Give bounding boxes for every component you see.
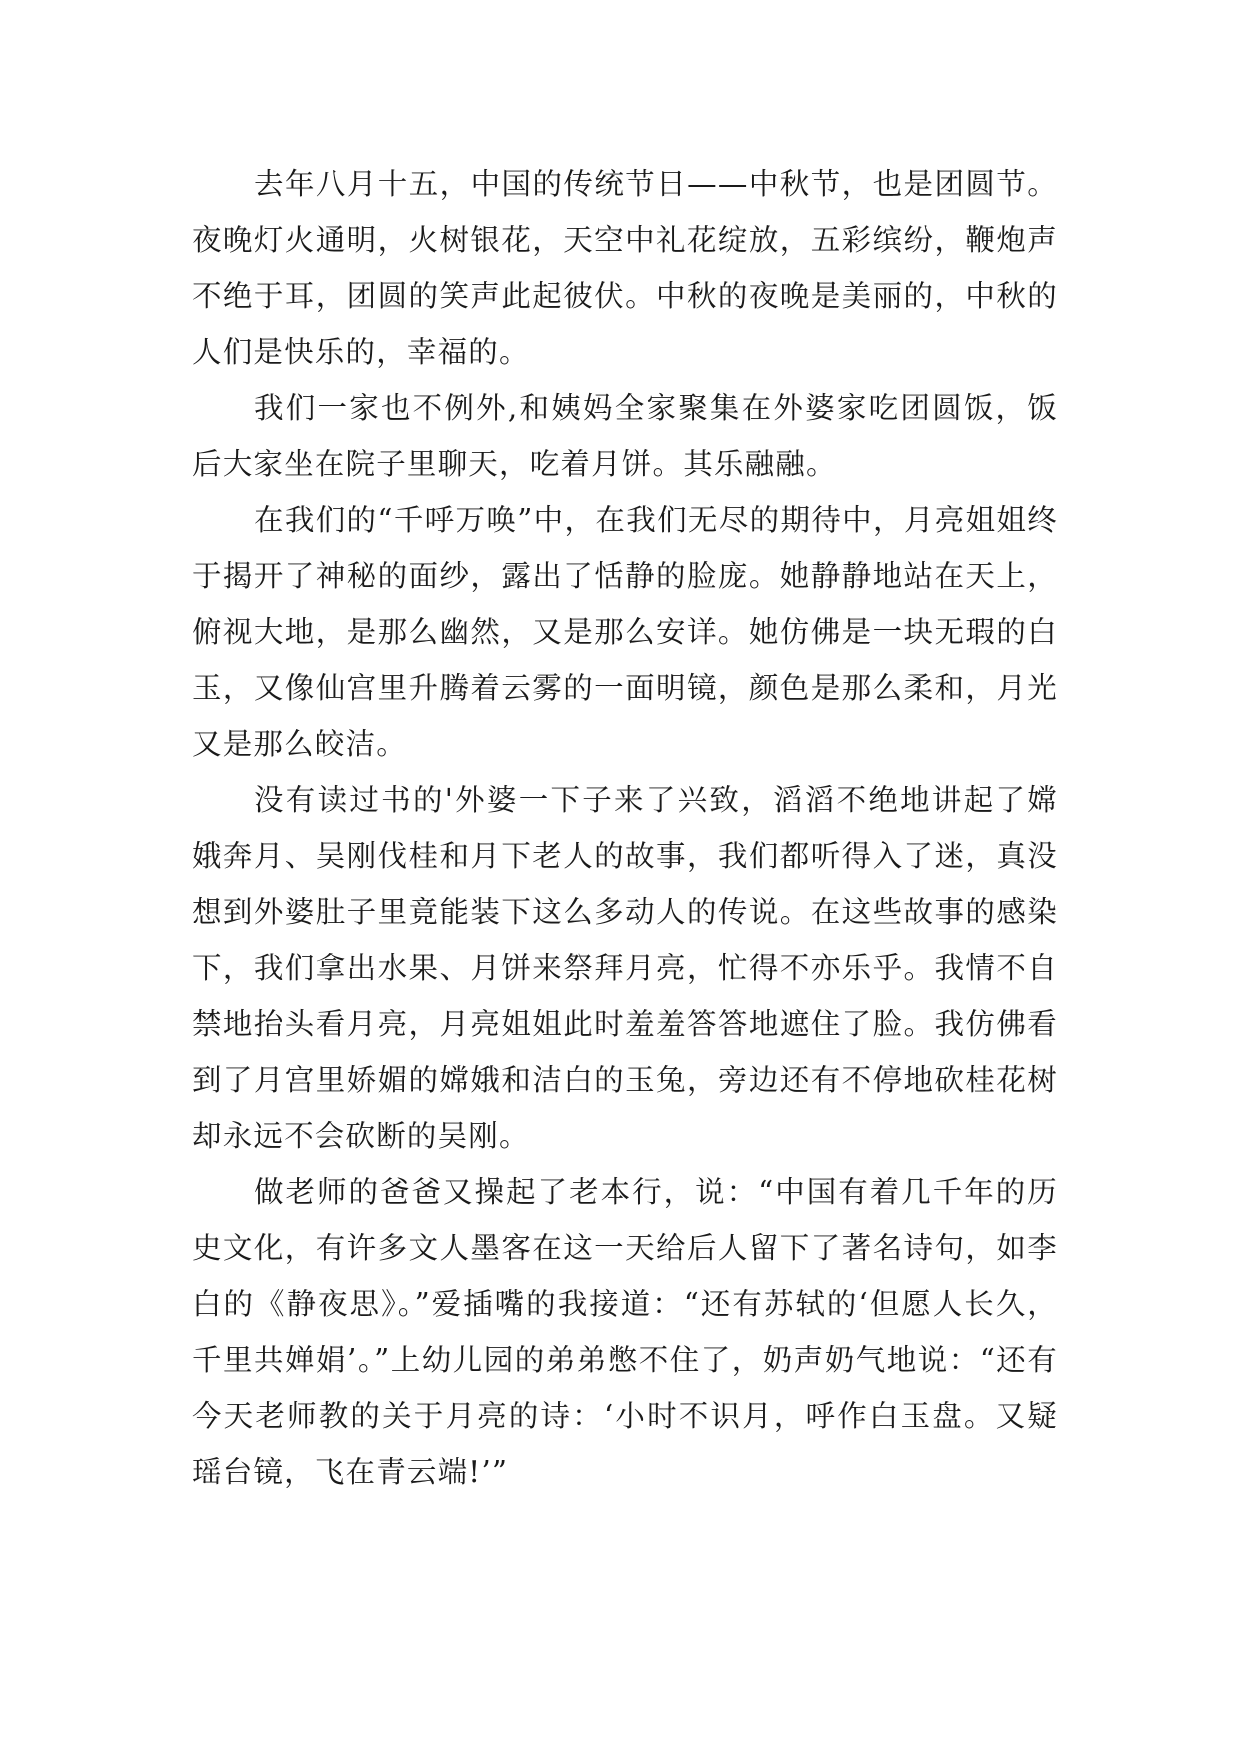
document-body [192,156,1058,1500]
paragraph: 我们一家也不例外,和姨妈全家聚集在外婆家吃团圆饭，饭后大家坐在院子里聊天，吃着月饼。其乐融融。 [192,391,1058,481]
paragraph: 做老师的爸爸又操起了老本行，说：“中国有着几千年的历史文化，有许多文人墨客在这一天给后人留下了著名诗句，如李白的《静夜思》。”爱插嘴的我接道：“还有苏轼的‘但愿人长久，千里共婵娟’。”上幼儿园的弟弟憋不住了，奶声奶气地说：“还有今天老师教的关于月亮的诗：‘小时不识月，呼作白玉盘。又疑瑶台镜，飞在青云端!’” [192,1175,1058,1489]
paragraph: 去年八月十五，中国的传统节日——中秋节，也是团圆节。夜晚灯火通明，火树银花，天空中礼花绽放，五彩缤纷，鞭炮声不绝于耳，团圆的笑声此起彼伏。中秋的夜晚是美丽的，中秋的人们是快乐的，幸福的。 [192,167,1058,369]
paragraph: 在我们的“千呼万唤”中，在我们无尽的期待中，月亮姐姐终于揭开了神秘的面纱，露出了恬静的脸庞。她静静地站在天上，俯视大地，是那么幽然，又是那么安详。她仿佛是一块无瑕的白玉，又像仙宫里升腾着云雾的一面明镜，颜色是那么柔和，月光又是那么皎洁。 [192,503,1058,761]
paragraph: 没有读过书的'外婆一下子来了兴致，滔滔不绝地讲起了嫦娥奔月、吴刚伐桂和月下老人的故事，我们都听得入了迷，真没想到外婆肚子里竟能装下这么多动人的传说。在这些故事的感染下，我们拿出水果、月饼来祭拜月亮，忙得不亦乐乎。我情不自禁地抬头看月亮，月亮姐姐此时羞羞答答地遮住了脸。我仿佛看到了月宫里娇媚的嫦娥和洁白的玉兔，旁边还有不停地砍桂花树却永远不会砍断的吴刚。 [192,783,1058,1153]
